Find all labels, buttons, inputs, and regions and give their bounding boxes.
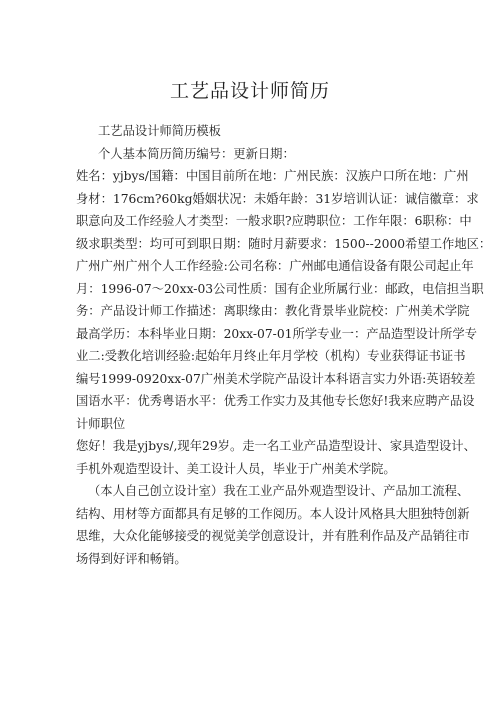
text-line: 务：产品设计师工作描述：离职缘由：教化背景毕业院校：广州美术学院 (76, 304, 470, 318)
text-line-paragraph-start: （本人自己创立设计室）我在工业产品外观造型设计、产品加工流程、 (88, 484, 470, 498)
text-line: 月：1996-07～20xx-03公司性质：国有企业所属行业：邮政，电信担当职 (76, 281, 484, 296)
text-line: 职意向及工作经验人才类型：一般求职?应聘职位：工作年限：6职称：中 (76, 214, 472, 228)
text-line: 姓名：yjbys/国籍：中国目前所在地：广州民族：汉族户口所在地：广州 (76, 169, 469, 183)
text-line: 级求职类型：均可可到职日期：随时月薪要求：1500--2000希望工作地区： (76, 236, 492, 251)
text-line: 最高学历：本科毕业日期：20xx-07-01所学专业一：产品造型设计所学专 (76, 326, 477, 341)
text-line-basic-info: 个人基本简历简历编号：更新日期： (98, 146, 295, 161)
text-line: 手机外观造型设计、美工设计人员，毕业于广州美术学院。 (76, 461, 396, 476)
text-line: 编号1999-0920xx-07广州美术学院产品设计本科语言实力外语:英语较差 (76, 371, 476, 386)
text-line: 计师职位 (76, 416, 126, 431)
text-line: 结构、用材等方面都具有足够的工作阅历。本人设计风格具大胆独特创新 (76, 506, 470, 521)
text-line: 国语水平：优秀粤语水平：优秀工作实力及其他专长您好!我来应聘产品设 (76, 394, 475, 408)
text-line: 业二:受教化培训经验:起始年月终止年月学校（机构）专业获得证书证书 (76, 349, 466, 363)
document-body (76, 120, 492, 570)
text-line: 场得到好评和畅销。 (76, 551, 187, 566)
text-line: 思维，大众化能够接受的视觉美学创意设计，并有胜利作品及产品销往市 (76, 529, 470, 543)
text-line: 广州广州广州个人工作经验:公司名称：广州邮电通信设备有限公司起止年 (76, 259, 474, 273)
text-line-template-heading: 工艺品设计师简历模板 (98, 124, 221, 138)
text-line: 您好！我是yjbys/,现年29岁。走一名工业产品造型设计、家具造型设计、 (76, 439, 476, 453)
document-title: 工艺品设计师简历 (169, 80, 330, 102)
text-line: 身材：176cm?60kg婚姻状况：未婚年龄：31岁培训认证：诚信徽章：求 (76, 191, 479, 206)
